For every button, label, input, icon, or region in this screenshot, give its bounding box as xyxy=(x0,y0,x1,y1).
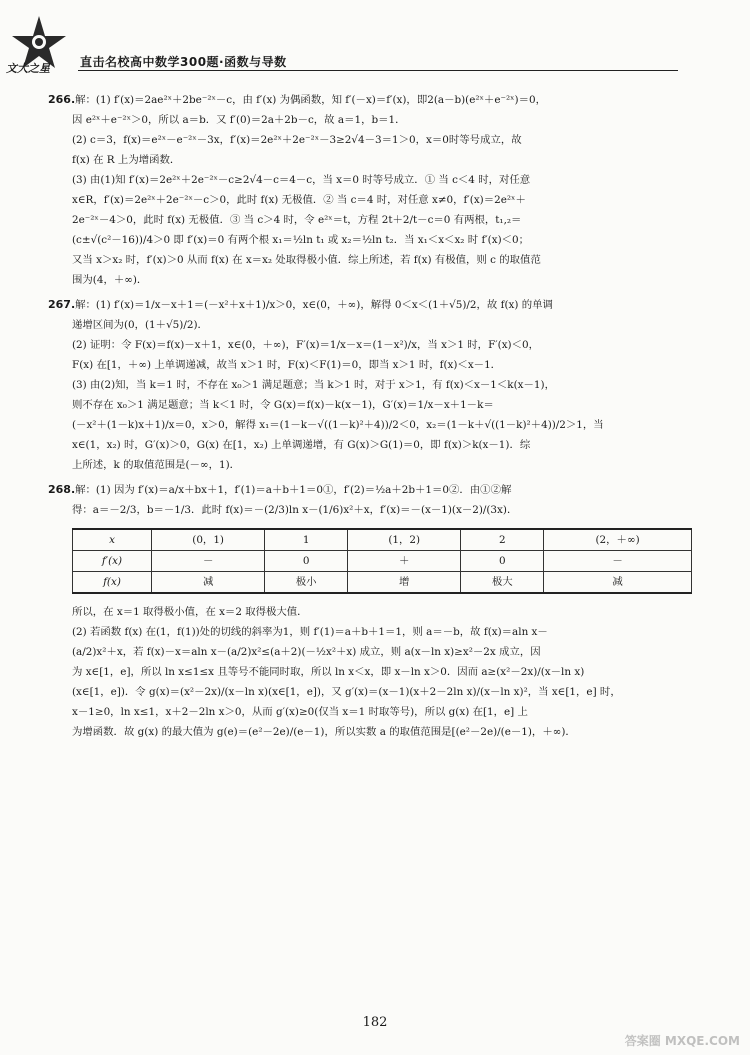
problem-line: f(x) 在 R 上为增函数． xyxy=(72,154,181,166)
problem-line: 上所述，k 的取值范围是(－∞，1)． xyxy=(72,459,241,471)
problem-line: 为增函数．故 g(x) 的最大值为 g(e)＝(e²－2e)/(e－1)，所以实数 a 的取值范围是[(e²－2e)/(e－1)，＋∞)． xyxy=(72,726,576,738)
problem-268 xyxy=(48,480,692,742)
problem-number: 268. xyxy=(48,483,76,496)
problem-line: x－1≥0，ln x≤1，x＋2－2ln x＞0，从而 g′(x)≥0(仅当 x＝1 时取等号)，所以 g(x) 在[1，e] 上 xyxy=(72,706,528,718)
table-cell: f′(x) xyxy=(73,551,152,572)
table-cell: 极小 xyxy=(265,572,348,594)
table-row xyxy=(73,551,692,572)
header-title: 直击名校高中数学300题·函数与导数 xyxy=(80,55,287,69)
problem-267 xyxy=(48,295,692,475)
table-cell: x xyxy=(73,529,152,551)
table-cell: (0，1) xyxy=(152,529,265,551)
problem-line: (a/2)x²＋x，若 f(x)－x＝aln x－(a/2)x²≤(a＋2)(－½x²＋x) 成立，则 a(x－ln x)≥x²－2x 成立，因 xyxy=(72,646,541,658)
table-cell: 0 xyxy=(265,551,348,572)
problem-number: 267. xyxy=(48,298,76,311)
table-cell: (1，2) xyxy=(348,529,461,551)
problem-line: 为 x∈[1，e]，所以 ln x≤1≤x 且等号不能同时取，所以 ln x＜x，即 x－ln x＞0．因而 a≥(x²－2x)/(x－ln x) xyxy=(72,666,585,678)
problem-line: 2e⁻²ˣ－4＞0，此时 f(x) 无极值．③ 当 c＞4 时，令 e²ˣ＝t，方程 2t＋2/t－c＝0 有两根，t₁,₂＝ xyxy=(72,214,522,226)
table-cell: f(x) xyxy=(73,572,152,594)
table-cell: 2 xyxy=(461,529,544,551)
problem-line: (－x²＋(1－k)x＋1)/x＝0，x＞0，解得 x₁＝(1－k－√((1－k)²＋4))/2＜0，x₂＝(1－k＋√((1－k)²＋4))/2＞1，当 xyxy=(72,419,604,431)
problem-line: 又当 x＞x₂ 时，f′(x)＞0 从而 f(x) 在 x＝x₂ 处取得极小值．综上所述，若 f(x) 有极值，则 c 的取值范 xyxy=(72,254,541,266)
logo-caption: 文大之星 xyxy=(6,62,50,75)
problem-line: 解：(1) f′(x)＝1/x－x＋1＝(－x²＋x＋1)/x＞0，x∈(0，＋∞)，解得 0＜x＜(1＋√5)/2，故 f(x) 的单调 xyxy=(75,299,553,311)
table-cell: 1 xyxy=(265,529,348,551)
table-cell: 增 xyxy=(348,572,461,594)
problem-line: F(x) 在[1，＋∞) 上单调递减，故当 x＞1 时，F(x)＜F(1)＝0，即当 x＞1 时，f(x)＜x－1． xyxy=(72,359,502,371)
table-cell: － xyxy=(152,551,265,572)
table-cell: 减 xyxy=(544,572,692,594)
solutions-content xyxy=(48,90,692,747)
watermark: 答案圈 MXQE.COM xyxy=(624,1034,740,1048)
problem-line: 围为(4，＋∞)． xyxy=(72,274,148,286)
problem-line: (2) 若函数 f(x) 在(1，f(1))处的切线的斜率为1，则 f′(1)＝a＋b＋1＝1，则 a＝－b，故 f(x)＝aln x－ xyxy=(72,626,548,638)
problem-number: 266. xyxy=(48,93,76,106)
problem-line: 所以，在 x＝1 取得极小值，在 x＝2 取得极大值． xyxy=(72,606,308,618)
table-cell: 0 xyxy=(461,551,544,572)
problem-line: (c±√(c²－16))/4＞0 即 f′(x)＝0 有两个根 x₁＝½ln t₁ 或 x₂＝½ln t₂．当 x₁＜x＜x₂ 时 f′(x)＜0； xyxy=(72,234,530,246)
table-cell: (2，＋∞) xyxy=(544,529,692,551)
table-cell: 减 xyxy=(152,572,265,594)
monotonicity-table xyxy=(72,528,692,594)
problem-line: (3) 由(2)知，当 k＝1 时，不存在 x₀＞1 满足题意；当 k＞1 时，对于 x＞1，有 f(x)＜x－1＜k(x－1)， xyxy=(72,379,555,391)
page-number: 182 xyxy=(362,1015,388,1030)
table-header-row xyxy=(73,529,692,551)
problem-line: (2) c＝3，f(x)＝e²ˣ－e⁻²ˣ－3x，f′(x)＝2e²ˣ＋2e⁻²ˣ－3≥2√4－3＝1＞0，x＝0时等号成立，故 xyxy=(72,134,522,146)
problem-line: 解：(1) 因为 f′(x)＝a/x＋bx＋1，f′(1)＝a＋b＋1＝0①，f′(2)＝½a＋2b＋1＝0②．由①②解 xyxy=(75,484,512,496)
problem-line: x∈R，f′(x)＝2e²ˣ＋2e⁻²ˣ－c＞0，此时 f(x) 无极值．② 当 c＝4 时，对任意 x≠0，f′(x)＝2e²ˣ＋ xyxy=(72,194,526,206)
problem-line: (2) 证明：令 F(x)＝f(x)－x＋1，x∈(0，＋∞)，F′(x)＝1/x－x＝(1－x²)/x，当 x＞1 时，F′(x)＜0， xyxy=(72,339,539,351)
table-cell: 极大 xyxy=(461,572,544,594)
problem-line: 则不存在 x₀＞1 满足题意；当 k＜1 时，令 G(x)＝f(x)－k(x－1)，G′(x)＝1/x－x＋1－k＝ xyxy=(72,399,494,411)
problem-line: 递增区间为(0，(1＋√5)/2)． xyxy=(72,319,208,331)
problem-line: (x∈[1，e])．令 g(x)＝(x²－2x)/(x－ln x)(x∈[1，e])，又 g′(x)＝(x－1)(x＋2－2ln x)/(x－ln x)²，当 x∈[1，e] 时， xyxy=(72,686,621,698)
problem-line: (3) 由(1)知 f′(x)＝2e²ˣ＋2e⁻²ˣ－c≥2√4－c＝4－c，当 x＝0 时等号成立．① 当 c＜4 时，对任意 xyxy=(72,174,531,186)
problem-266 xyxy=(48,90,692,290)
problem-line: 解：(1) f′(x)＝2ae²ˣ＋2be⁻²ˣ－c，由 f′(x) 为偶函数，知 f′(－x)＝f′(x)，即2(a－b)(e²ˣ＋e⁻²ˣ)＝0， xyxy=(75,94,546,106)
problem-line: 得：a＝－2/3，b＝－1/3．此时 f(x)＝－(2/3)ln x－(1/6)x²＋x，f′(x)＝－(x－1)(x－2)/(3x)． xyxy=(72,504,518,516)
problem-line: x∈(1，x₂) 时，G′(x)＞0，G(x) 在[1，x₂) 上单调递增，有 G(x)＞G(1)＝0，即 f(x)＞k(x－1)．综 xyxy=(72,439,531,451)
header-rule xyxy=(78,70,678,71)
problem-line: 因 e²ˣ＋e⁻²ˣ＞0，所以 a＝b．又 f′(0)＝2a＋2b－c，故 a＝1，b＝1． xyxy=(72,114,406,126)
table-cell: ＋ xyxy=(348,551,461,572)
table-row xyxy=(73,572,692,594)
table-cell: － xyxy=(544,551,692,572)
